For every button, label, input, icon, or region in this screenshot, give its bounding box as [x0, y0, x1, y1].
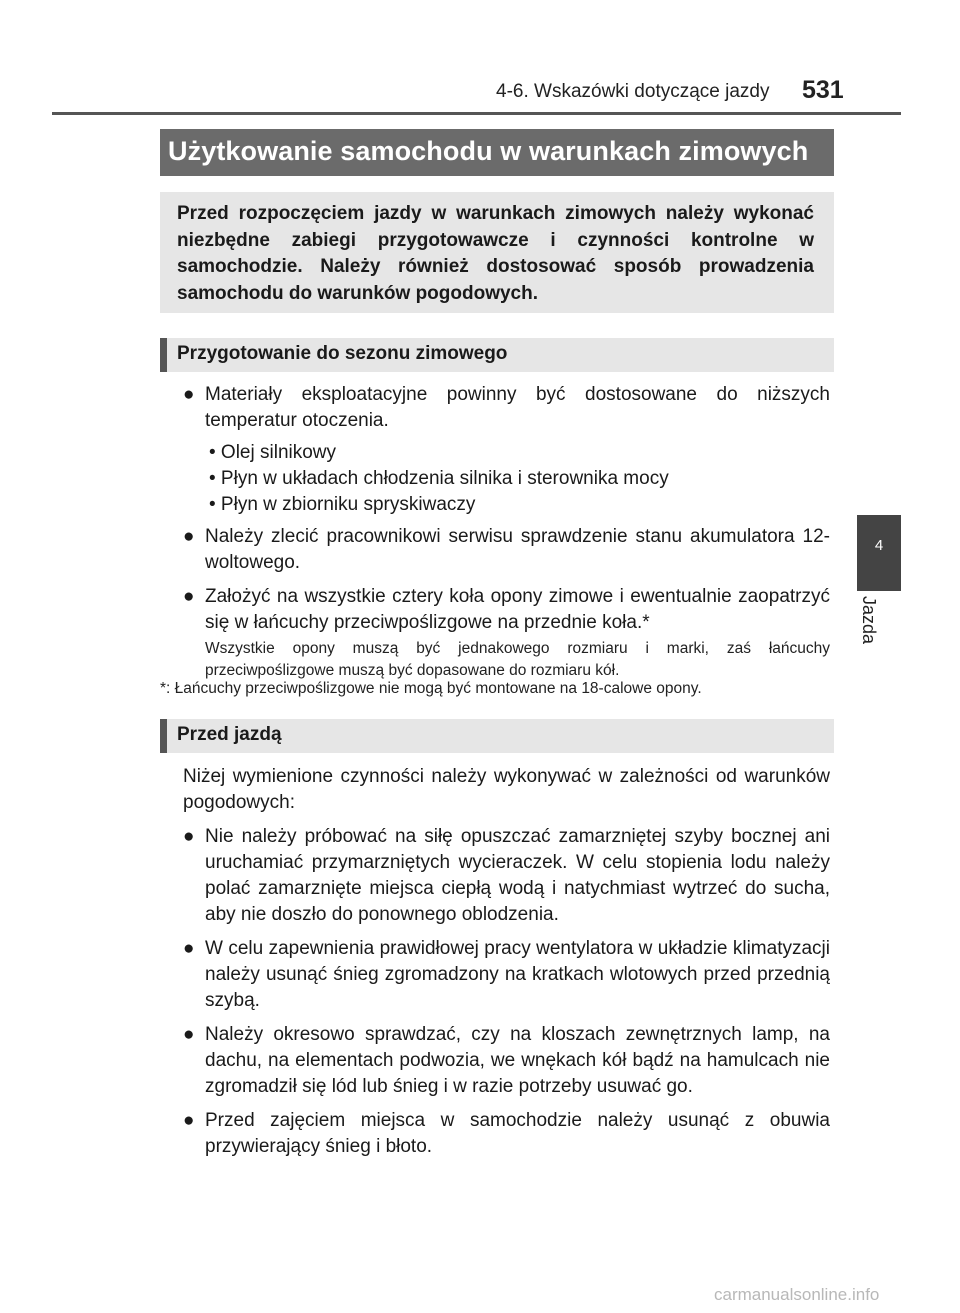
- list-item-text: Nie należy próbować na siłę opuszczać zamarzniętej szyby bocznej ani uruchamiać przymarzniętych wycieraczek. W celu stopienia lodu należy polać zamarznięte miejsca ciepłą wodą i natychmiast wytrzeć do sucha, aby nie doszło do ponownego oblodzenia.: [205, 826, 830, 925]
- intro-text: Przed rozpoczęciem jazdy w warunkach zimowych należy wykonać niezbędne zabiegi przygotowawcze i czynności kontrolne w samochodzie. Należy również dostosować sposób prowadzenia samochodu do warunków pogodowych.: [177, 203, 814, 304]
- list-item-text: Należy zlecić pracownikowi serwisu sprawdzenie stanu akumulatora 12-woltowego.: [205, 526, 830, 573]
- list-item-text: Należy okresowo sprawdzać, czy na kloszach zewnętrznych lamp, na dachu, na elementach podwozia, we wnękach kół bądź na hamulcach nie zgromadził się lód lub śnieg i w razie potrzeby usuwać go.: [205, 1024, 830, 1097]
- sub-list-item: • Płyn w układach chłodzenia silnika i sterownika mocy: [209, 468, 669, 489]
- chapter-number: 4: [874, 537, 884, 554]
- list-item-text: Przed zajęciem miejsca w samochodzie należy usunąć z obuwia przywierający śnieg i błoto.: [205, 1110, 830, 1157]
- page-number: 531: [802, 76, 844, 104]
- sub-list: [183, 440, 830, 518]
- bullet-icon: ●: [183, 826, 195, 847]
- page-title-bar: [160, 129, 834, 176]
- section-winter-prep-body: [183, 382, 830, 682]
- list-item: [183, 524, 830, 576]
- sub-list-item: • Olej silnikowy: [209, 442, 337, 463]
- chapter-tab: [857, 515, 901, 591]
- list-item: [183, 1108, 830, 1160]
- section-heading-bar: [160, 719, 167, 753]
- bullet-icon: ●: [183, 586, 195, 607]
- section-before-driving-body: [183, 764, 830, 1168]
- section-heading-winter-prep: [160, 338, 834, 372]
- bullet-icon: ●: [183, 526, 195, 547]
- section-heading-before-driving: [160, 719, 834, 753]
- list-item: [183, 936, 830, 1014]
- page-title: Użytkowanie samochodu w warunkach zimowych: [168, 136, 809, 166]
- bullet-icon: ●: [183, 1024, 195, 1045]
- list-item: [183, 824, 830, 928]
- watermark: carmanualsonline.info: [714, 1285, 880, 1304]
- list-item-text: Założyć na wszystkie cztery koła opony zimowe i ewentualnie zaopatrzyć się w łańcuchy przeciwpoślizgowe na przednie koła.*: [205, 586, 830, 633]
- bullet-icon: ●: [183, 1110, 195, 1131]
- section-heading-label: Przed jazdą: [177, 724, 282, 745]
- sub-list-item: • Płyn w zbiorniku spryskiwaczy: [209, 494, 476, 515]
- list-item-text: W celu zapewnienia prawidłowej pracy wentylatora w układzie klimatyzacji należy usunąć śnieg zgromadzony na kratkach wlotowych przed przednią szybą.: [205, 938, 830, 1011]
- header-divider: [52, 112, 901, 115]
- running-header-section: 4-6. Wskazówki dotyczące jazdy: [496, 81, 770, 102]
- list-item-text: Materiały eksploatacyjne powinny być dostosowane do niższych temperatur otoczenia.: [205, 384, 830, 431]
- bullet-icon: ●: [183, 938, 195, 959]
- list-item: [183, 584, 830, 636]
- note-text: Wszystkie opony muszą być jednakowego rozmiaru i marki, zaś łańcuchy przeciwpoślizgowe muszą być dopasowane do rozmiaru kół.: [205, 640, 830, 679]
- section-heading-bar: [160, 338, 167, 372]
- section-intro-text: Niżej wymienione czynności należy wykonywać w zależności od warunków pogodowych:: [183, 766, 830, 813]
- footnote: *: Łańcuchy przeciwpoślizgowe nie mogą być montowane na 18-calowe opony.: [160, 680, 702, 697]
- bullet-icon: ●: [183, 384, 195, 405]
- section-heading-label: Przygotowanie do sezonu zimowego: [177, 343, 508, 364]
- chapter-label: Jazda: [859, 595, 879, 645]
- list-item: [183, 1022, 830, 1100]
- intro-box: [160, 192, 834, 313]
- list-item: [183, 382, 830, 434]
